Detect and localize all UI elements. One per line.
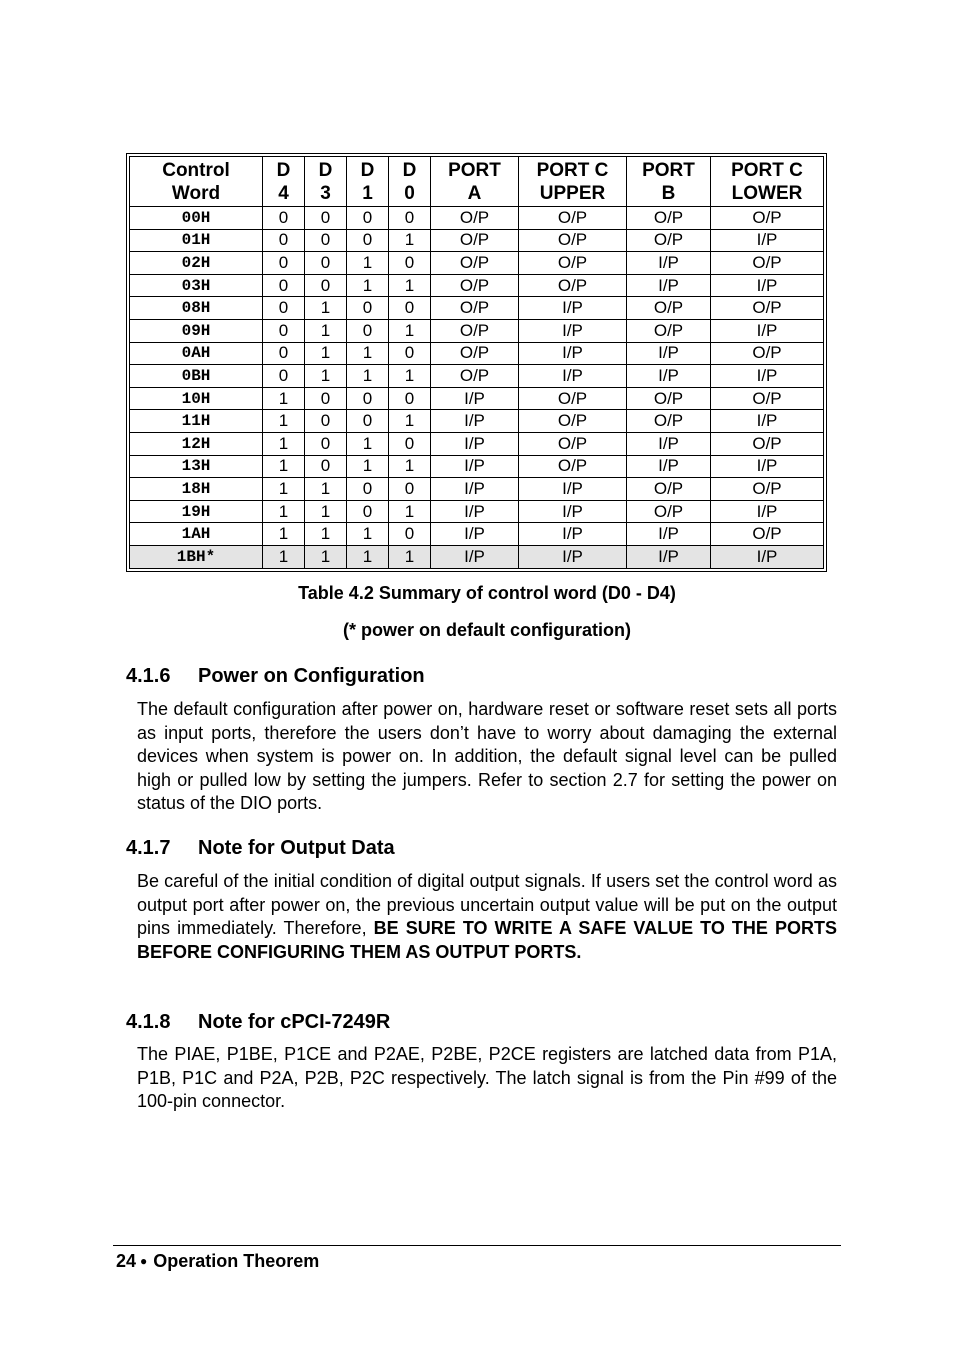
table-cell: 1 [347,274,389,297]
table-row [130,252,824,275]
table-cell: 1 [347,365,389,388]
column-header [347,157,389,207]
table-cell: 1 [263,545,305,568]
table-cell: 0 [347,410,389,433]
table-cell: 0 [347,387,389,410]
table-cell: I/P [431,545,519,568]
table-cell: 0 [389,478,431,501]
table-row [130,274,824,297]
table-cell: 1 [305,545,347,568]
table-cell: 0 [389,523,431,546]
table-cell: 1 [305,523,347,546]
control-word-cell: 0BH [130,365,263,388]
table-cell: I/P [431,387,519,410]
control-word-cell: 18H [130,478,263,501]
section-title: Note for Output Data [198,837,395,859]
table-cell: I/P [627,342,711,365]
table-cell: 0 [347,297,389,320]
table-cell: O/P [519,455,627,478]
table-cell: I/P [627,252,711,275]
paragraph-text: The default configuration after power on, hardware reset or software reset sets all ports as input ports, therefore the users don’t have to worry about damaging the external devices when system is power on. In addition, the default signal level can be pulled high or pulled low by setting the jumpers. Refer to section 2.7 for setting the power on status of the DIO ports. [137,699,837,814]
column-header-line: PORT [642,159,695,181]
table-cell: 0 [389,207,431,230]
table-cell: 0 [305,274,347,297]
table-cell: O/P [627,410,711,433]
control-word-cell: 0AH [130,342,263,365]
table-cell: 1 [263,455,305,478]
column-header-line: D [318,159,333,181]
table-cell: O/P [519,410,627,433]
column-header [305,157,347,207]
table-cell: 0 [389,252,431,275]
table-cell: I/P [711,410,824,433]
table-cell: O/P [431,207,519,230]
table-cell: 0 [305,229,347,252]
table-cell: 1 [263,387,305,410]
table-cell: I/P [519,297,627,320]
table-cell: 1 [305,478,347,501]
table-cell: O/P [431,365,519,388]
table-cell: 1 [389,545,431,568]
section-body-4-1-8 [137,1043,837,1114]
table-cell: 1 [347,523,389,546]
table-cell: 0 [305,410,347,433]
column-header [263,157,305,207]
table-cell: I/P [431,432,519,455]
table-cell: 0 [347,229,389,252]
table-row [130,229,824,252]
control-word-cell: 19H [130,500,263,523]
table-cell: 0 [263,342,305,365]
column-header-line: D [402,159,417,181]
table-cell: 1 [389,229,431,252]
section-number: 4.1.8 [126,1011,171,1033]
column-header [130,157,263,207]
section-title: Power on Configuration [198,665,425,687]
column-header-line: D [360,159,375,181]
table-cell: 0 [305,387,347,410]
page-footer [116,1251,319,1272]
control-word-cell: 1AH [130,523,263,546]
section-body-4-1-6 [137,698,837,816]
table-cell: I/P [711,229,824,252]
table-cell: I/P [711,274,824,297]
column-header-line: D [276,159,291,181]
column-header-line: Word [171,182,221,204]
table-cell: 0 [305,252,347,275]
table-cell: O/P [627,478,711,501]
table-cell: O/P [627,207,711,230]
table-cell: I/P [627,432,711,455]
table-cell: I/P [519,365,627,388]
table-cell: I/P [519,319,627,342]
table-cell: O/P [431,342,519,365]
table-cell: I/P [431,455,519,478]
table-cell: 1 [263,478,305,501]
table-cell: O/P [711,523,824,546]
section-title: Note for cPCI-7249R [198,1011,391,1033]
chapter-title: Operation Theorem [153,1251,320,1271]
page-number: 24 [116,1251,137,1271]
table-cell: I/P [519,500,627,523]
table-cell: 1 [389,410,431,433]
column-header-line: B [661,182,676,204]
table-cell: I/P [627,365,711,388]
table-cell: O/P [431,229,519,252]
column-header-line: 4 [278,182,289,204]
table-row [130,478,824,501]
column-header-line: 0 [404,182,415,204]
table-cell: 0 [305,455,347,478]
table-cell: O/P [431,297,519,320]
table-cell: O/P [627,500,711,523]
table-cell: 1 [389,455,431,478]
table-row [130,365,824,388]
table-cell: 1 [389,500,431,523]
table-row [130,432,824,455]
table-cell: 0 [263,319,305,342]
table-row [130,410,824,433]
table-cell: I/P [627,455,711,478]
footer-divider [113,1245,841,1246]
control-word-cell: 03H [130,274,263,297]
table-cell: 0 [347,478,389,501]
table-row [130,523,824,546]
section-heading-4-1-8 [126,1011,390,1034]
table-cell: 1 [347,455,389,478]
table-cell: 1 [305,319,347,342]
control-word-cell: 00H [130,207,263,230]
table-cell: 1 [389,274,431,297]
column-header [711,157,824,207]
control-word-cell: 13H [130,455,263,478]
table-cell: I/P [711,500,824,523]
table-header-row [130,157,824,207]
table-cell: 0 [389,432,431,455]
table-cell: O/P [519,387,627,410]
table-row [130,342,824,365]
table-cell: O/P [711,432,824,455]
column-header-line: 1 [362,182,373,204]
table-cell: I/P [711,455,824,478]
table-row [130,500,824,523]
column-header-line: PORT C [536,159,609,181]
table-cell: I/P [519,478,627,501]
table-caption: Table 4.2 Summary of control word (D0 - D4) [298,583,676,603]
control-word-cell: 12H [130,432,263,455]
table-cell: O/P [431,274,519,297]
table-cell: 0 [389,297,431,320]
table-cell: 0 [389,342,431,365]
control-word-cell: 10H [130,387,263,410]
table-row [130,455,824,478]
table-cell: O/P [431,319,519,342]
table-cell: I/P [627,523,711,546]
table-cell: 1 [347,432,389,455]
control-word-cell: 1BH* [130,545,263,568]
table-cell: I/P [519,545,627,568]
column-header-line: PORT [448,159,501,181]
column-header-line: 3 [320,182,331,204]
table-cell: I/P [627,274,711,297]
column-header-line: UPPER [539,182,606,204]
table-cell: I/P [627,545,711,568]
section-heading-4-1-6 [126,665,425,688]
table-row [130,207,824,230]
table-cell: 0 [347,319,389,342]
bullet-icon: ● [140,1254,148,1268]
column-header [431,157,519,207]
table-cell: O/P [519,252,627,275]
section-number: 4.1.7 [126,837,171,859]
table-cell: I/P [519,523,627,546]
column-header-line: A [467,182,482,204]
table-cell: O/P [711,207,824,230]
table-cell: O/P [519,229,627,252]
table-cell: 0 [263,297,305,320]
table-cell: 1 [389,365,431,388]
table-cell: 0 [263,365,305,388]
table-cell: O/P [711,478,824,501]
table-cell: 0 [347,207,389,230]
column-header-line: LOWER [731,182,803,204]
table-cell: I/P [711,319,824,342]
table-cell: 1 [305,297,347,320]
table-cell: O/P [627,387,711,410]
table-cell: O/P [519,274,627,297]
table-row [130,545,824,568]
table-cell: 0 [263,207,305,230]
table-cell: 0 [263,252,305,275]
table-cell: O/P [711,252,824,275]
table-cell: O/P [627,297,711,320]
table-cell: 1 [347,252,389,275]
table-cell: I/P [711,365,824,388]
table-cell: 0 [347,500,389,523]
table-cell: 1 [305,500,347,523]
section-body-4-1-7 [137,870,837,964]
section-heading-4-1-7 [126,837,395,860]
table-cell: O/P [519,207,627,230]
paragraph-text: Be careful of the initial condition of digital output signals. If users set the control word as output port after power on, the previous uncertain output value will be put on the output pins immediately. Therefore, [137,871,837,939]
table-row [130,297,824,320]
table-cell: 1 [305,342,347,365]
table-cell: I/P [519,342,627,365]
table-cell: 0 [305,207,347,230]
control-word-cell: 02H [130,252,263,275]
table-body [130,207,824,569]
table-cell: 1 [263,500,305,523]
table-cell: I/P [711,545,824,568]
table-row [130,319,824,342]
section-number: 4.1.6 [126,665,171,687]
control-word-table [129,156,824,569]
table-caption-note: (* power on default configuration) [343,620,631,640]
table-cell: 0 [263,274,305,297]
table-cell: 1 [263,432,305,455]
column-header [627,157,711,207]
table-cell: 1 [389,319,431,342]
table-cell: O/P [711,342,824,365]
table-cell: 0 [305,432,347,455]
control-word-cell: 08H [130,297,263,320]
table-cell: 0 [389,387,431,410]
control-word-cell: 01H [130,229,263,252]
table-cell: I/P [431,478,519,501]
table-cell: O/P [711,387,824,410]
table-cell: 1 [347,545,389,568]
column-header [519,157,627,207]
control-word-cell: 11H [130,410,263,433]
table-cell: I/P [431,410,519,433]
table-cell: O/P [627,319,711,342]
column-header [389,157,431,207]
column-header-line: Control [162,159,230,181]
table-cell: 1 [347,342,389,365]
table-cell: O/P [519,432,627,455]
control-word-cell: 09H [130,319,263,342]
column-header-line: PORT C [731,159,803,181]
warning-text: BE SURE TO WRITE A SAFE VALUE TO THE PORTS BEFORE CONFIGURING THEM AS OUTPUT PORTS. [137,918,838,962]
table-cell: I/P [431,523,519,546]
table-cell: 1 [263,410,305,433]
table-cell: 1 [263,523,305,546]
table-cell: I/P [431,500,519,523]
table-row [130,387,824,410]
table-cell: 0 [263,229,305,252]
table-cell: O/P [627,229,711,252]
control-word-table-frame [126,153,827,572]
paragraph-text: The PIAE, P1BE, P1CE and P2AE, P2BE, P2CE registers are latched data from P1A, P1B, P1C and P2A, P2B, P2C respectively. The latch signal is from the Pin #99 of the 100-pin connector. [137,1044,837,1112]
table-cell: O/P [431,252,519,275]
table-cell: 1 [305,365,347,388]
table-cell: O/P [711,297,824,320]
